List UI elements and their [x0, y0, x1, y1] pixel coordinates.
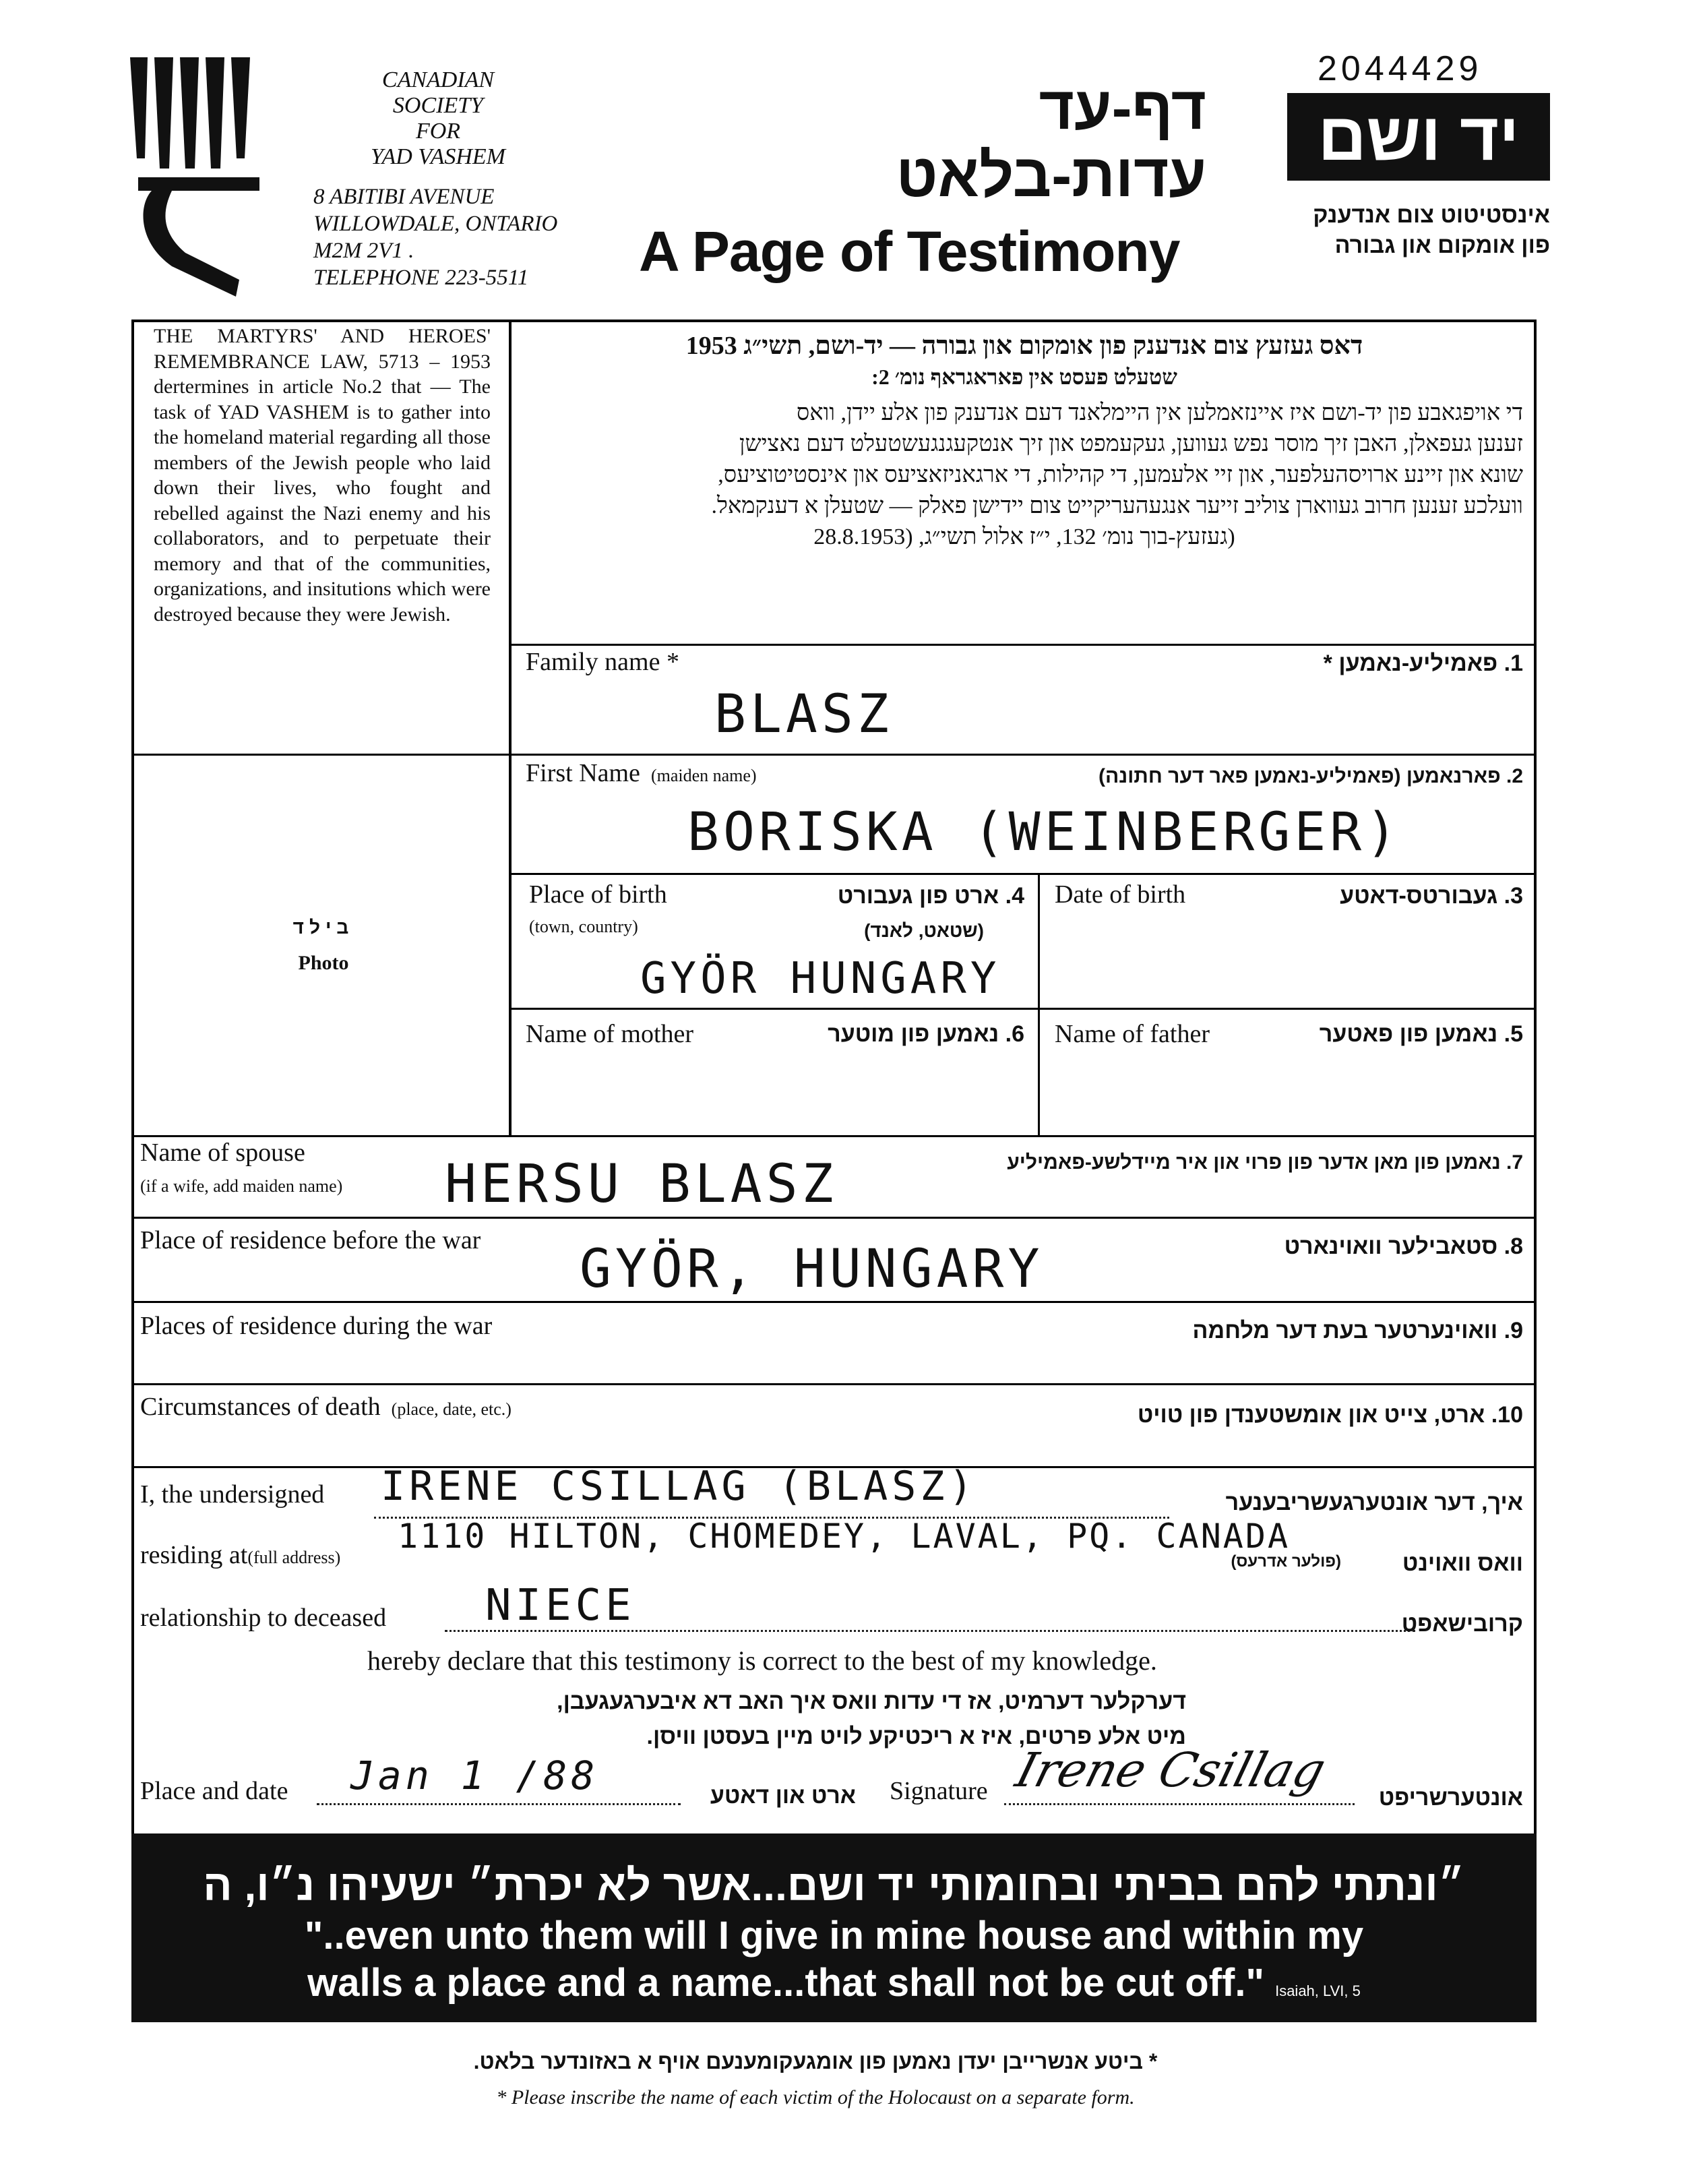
frame-border	[1534, 320, 1537, 1846]
quote-english-text: walls a place and a name...that shall not be cut off."	[307, 1961, 1264, 2005]
yad-vashem-logo: יד ושם	[1287, 93, 1550, 181]
residence-before-label: Place of residence before the war	[140, 1226, 481, 1254]
society-address	[313, 183, 583, 291]
society-line: SOCIETY	[392, 93, 484, 118]
photo-hebrew-label: בילד	[292, 917, 354, 938]
quote-english-line	[131, 1960, 1537, 2005]
law-text: THE MARTYRS' AND HEROES' REMEMBRANCE LAW, 5713 – 1953 dertermines in article No.2 that — The task of YAD VASHEM is to gather into the homeland material regarding all those members of the Jewish people who laid down their lives, who fought and rebelled against the Nazi enemy and his collaborators, and to perpetuate their memory and that of the communities, organizations, and insitutions which were destroyed because they were Jewish.	[154, 325, 491, 626]
column-divider	[509, 320, 512, 1135]
residing-label-group	[140, 1540, 340, 1570]
decree-line: שטעלט פעסט אין פאראגראף נומ׳ 2:	[871, 365, 1177, 389]
address-line: TELEPHONE 223-5511	[313, 266, 529, 290]
institute-subtitle: אינסטיטוט צום אנדענק	[1313, 202, 1550, 228]
place-of-birth-value[interactable]: GYÖR HUNGARY	[640, 954, 1001, 1004]
spouse-value[interactable]: HERSU BLASZ	[445, 1154, 838, 1215]
family-name-label: Family name *	[526, 648, 679, 676]
divider	[510, 873, 1536, 875]
place-date-hebrew-label: ארט און דאטע	[710, 1783, 856, 1809]
place-of-birth-label: Place of birth	[529, 880, 667, 909]
address-line: M2M 2V1 .	[313, 239, 414, 263]
relationship-value[interactable]: NIECE	[485, 1581, 636, 1631]
place-date-value[interactable]: Jan 1 /88	[350, 1753, 599, 1798]
society-line: FOR	[415, 119, 461, 144]
serial-number: 2044429	[1318, 49, 1483, 88]
residing-sublabel: (full address)	[247, 1548, 341, 1567]
father-name-hebrew-label: 5. נאמען פון פאטער	[1319, 1021, 1523, 1047]
yiddish-title: עדות-בלאט	[896, 142, 1206, 210]
society-line: CANADIAN	[381, 67, 495, 92]
quote-english-line: "..even unto them will I give in mine house and within my	[304, 1914, 1364, 1958]
undersigned-name-value[interactable]: IRENE CSILLAG (BLASZ)	[381, 1463, 977, 1510]
page-title: A Page of Testimony	[639, 220, 1180, 283]
divider	[131, 1383, 1537, 1385]
signature-label: Signature	[890, 1777, 988, 1805]
decree-text	[526, 330, 1523, 553]
circumstances-label: Circumstances of death	[140, 1393, 381, 1421]
residence-during-hebrew-label: 9. וואוינערטער בעת דער מלחמה	[1192, 1318, 1523, 1343]
date-of-birth-label: Date of birth	[1055, 880, 1186, 909]
residence-before-value[interactable]: GYÖR, HUNGARY	[580, 1239, 1044, 1300]
residing-hebrew-label: וואס וואוינט	[1402, 1550, 1523, 1576]
divider	[131, 1135, 1537, 1137]
society-line: YAD VASHEM	[370, 144, 505, 169]
institute-subtitle: פון אומקום און גבורה	[1334, 233, 1550, 258]
declaration-hebrew-line: דערקלער דערמיט, אז די עדות וואס איך האב דא איבערגעגעבן,	[557, 1689, 1186, 1714]
circumstances-hebrew-label: 10. ארט, צייט און אומשטענדן פון טויט	[1137, 1402, 1523, 1428]
spouse-hebrew-label: 7. נאמען פון מאן אדער פון פרוי און איר מיידלשע-פאמיליע	[1007, 1151, 1523, 1174]
mother-name-hebrew-label: 6. נאמען פון מוטער	[828, 1021, 1024, 1047]
frame-border	[131, 320, 1537, 322]
circumstances-label-group	[140, 1392, 512, 1422]
first-name-label-group	[526, 758, 757, 788]
residing-hebrew-sublabel: (פולער אדרעס)	[1231, 1552, 1341, 1571]
declaration-hebrew-line: מיט אלע פרטים, איז א ריכטיקע לויט מיין בעסטן וויסן.	[646, 1724, 1186, 1749]
decree-line: דאס געזעץ צום אנדענק פון אומקום און גבורה — יד-ושם, תשי״ג 1953	[685, 332, 1363, 360]
address-line: 8 ABITIBI AVENUE	[313, 185, 495, 209]
frame-border	[131, 320, 134, 1846]
quote-hebrew: ״ונתתי להם בביתי ובחומותי יד ושם...אשר לא יכרת״ ישעיהו נ״ו, ה	[203, 1861, 1465, 1910]
undersigned-label: I, the undersigned	[140, 1480, 325, 1509]
relationship-hebrew-label: קרובישאפט	[1401, 1611, 1523, 1637]
yad-vashem-candle-logo	[125, 57, 266, 300]
place-of-birth-hebrew-sublabel: (שטאט, לאנד)	[864, 920, 984, 941]
declaration-text: hereby declare that this testimony is correct to the best of my knowledge.	[367, 1645, 1157, 1676]
spouse-sublabel: (if a wife, add maiden name)	[140, 1176, 343, 1196]
place-date-line	[317, 1803, 681, 1805]
circumstances-sublabel: (place, date, etc.)	[391, 1399, 512, 1419]
divider	[131, 754, 510, 756]
quote-reference: Isaiah, LVI, 5	[1275, 1982, 1361, 1999]
divider	[510, 754, 1536, 756]
address-value[interactable]: 1110 HILTON, CHOMEDEY, LAVAL, PQ. CANADA	[398, 1517, 1291, 1556]
divider	[131, 1301, 1537, 1303]
first-name-value[interactable]: BORISKA (WEINBERGER)	[687, 802, 1402, 863]
decree-line: די אויפגאבע פון יד-ושם איז איינזאמלען אין היימלאנד דעם אנדענק פון אלע יידן, וואס	[796, 400, 1523, 425]
date-of-birth-hebrew-label: 3. געבורטס-דאטע	[1340, 883, 1523, 909]
signature-hebrew-label: אונטערשריפט	[1378, 1785, 1523, 1811]
decree-line: זענען געפאלן, האבן זיך מוסר נפש געווען, געקעמפט און זיך אנטקעגנגעשטעלט דעם נאצישן	[739, 431, 1523, 456]
decree-line: וועלכע זענען חרוב געווארן צוליב זייער אנגעהעריקייט צום יידישן פאלק — שטעלן א דענקמאל.	[711, 493, 1523, 518]
place-date-label: Place and date	[140, 1777, 288, 1805]
spouse-label: Name of spouse	[140, 1139, 305, 1167]
family-name-value[interactable]: BLASZ	[714, 684, 893, 745]
father-name-label: Name of father	[1055, 1020, 1210, 1048]
photo-label: Photo	[298, 952, 349, 974]
residing-label: residing at	[140, 1541, 248, 1569]
signature-value[interactable]: Irene Csillag	[1010, 1742, 1332, 1798]
place-of-birth-sublabel: (town, country)	[529, 917, 638, 936]
divider	[510, 1008, 1536, 1010]
mother-name-label: Name of mother	[526, 1020, 694, 1048]
column-divider	[1038, 873, 1040, 1136]
first-name-label: First Name	[526, 759, 640, 787]
society-name	[317, 67, 559, 170]
divider	[510, 644, 1536, 646]
decree-line: שונא און זיינע ארויסהעלפער, און זיי אלעמען, די קהילות, די ארגאניזאציעס און אינסטיטוציעס,	[718, 462, 1523, 487]
first-name-sublabel: (maiden name)	[650, 766, 757, 785]
footnote-hebrew: * ביטע אנשרייבן יעדן נאמען פון אומגעקומענעם אויף א באזונדער בלאט.	[473, 2049, 1158, 2073]
residence-during-label: Places of residence during the war	[140, 1312, 493, 1340]
divider	[131, 1217, 1537, 1219]
residence-before-hebrew-label: 8. סטאבילער וואוינארט	[1284, 1234, 1523, 1259]
undersigned-hebrew-label: איך, דער אונטערגעשריבענער	[1225, 1490, 1523, 1515]
first-name-hebrew-label: 2. פארנאמען (פאמיליע-נאמען פאר דער חתונה)	[1098, 765, 1523, 787]
address-line: WILLOWDALE, ONTARIO	[313, 212, 558, 236]
family-name-hebrew-label: 1. פאמיליע-נאמען *	[1323, 650, 1523, 676]
relationship-label: relationship to deceased	[140, 1604, 387, 1632]
place-of-birth-hebrew-label: 4. ארט פון געבורט	[837, 883, 1024, 909]
signature-line	[1004, 1803, 1355, 1805]
hebrew-title: דף-עד	[1039, 75, 1206, 142]
quote-banner	[131, 1833, 1537, 2022]
decree-line: (געזעץ-בוך נומ׳ 132, י״ז אלול תשי״ג, (28.8.1953	[813, 524, 1235, 549]
footnote-english: * Please inscribe the name of each victim of the Holocaust on a separate form.	[496, 2086, 1135, 2109]
